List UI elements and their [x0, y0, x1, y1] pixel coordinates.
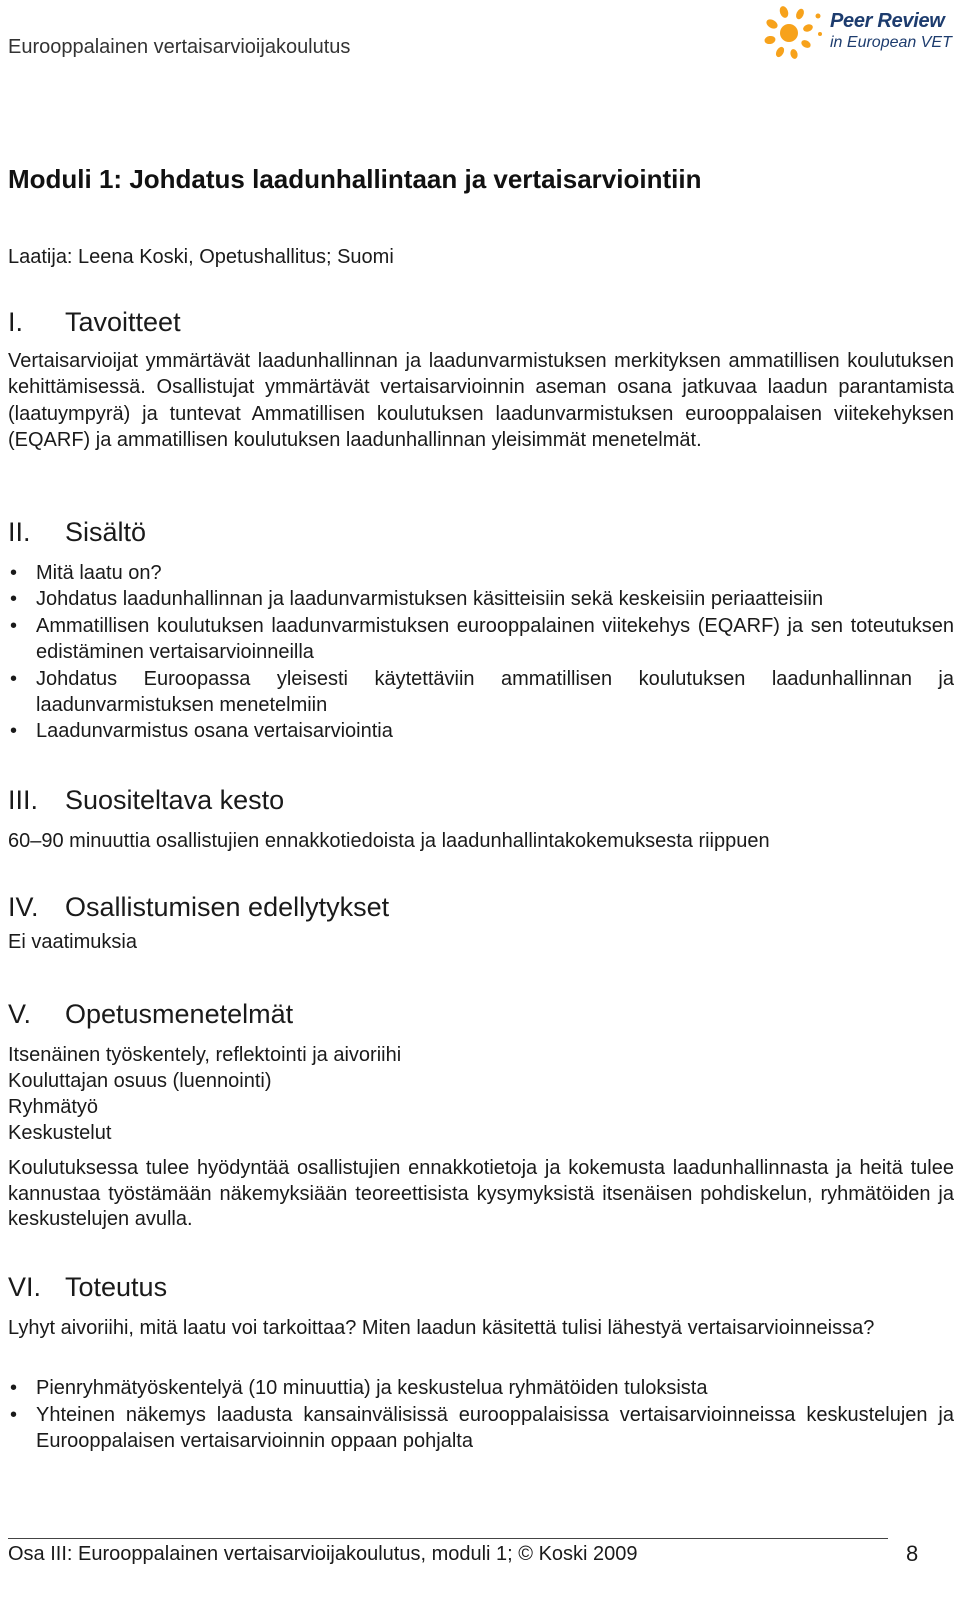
- section-title: Sisältö: [65, 517, 147, 547]
- section-title: Osallistumisen edellytykset: [65, 892, 390, 922]
- section-title: Tavoitteet: [65, 307, 181, 337]
- list-item: • Johdatus laadunhallinnan ja laadunvarmistuksen käsitteisiin sekä keskeisiin periaatteisiin: [8, 586, 954, 612]
- method-line: Keskustelut: [8, 1122, 112, 1144]
- section-content: [8, 512, 954, 745]
- section-heading: [8, 512, 954, 552]
- section-number: I.: [8, 307, 24, 337]
- list-item: • Laadunvarmistus osana vertaisarviointia: [8, 718, 954, 744]
- section-title: Suositeltava kesto: [65, 785, 285, 815]
- document-title: Moduli 1: Johdatus laadunhallintaan ja vertaisarviointiin: [8, 164, 702, 194]
- section-title: Opetusmenetelmät: [65, 999, 294, 1029]
- page-number: 8: [906, 1541, 919, 1566]
- list-item: • Ammatillisen koulutuksen laadunvarmistuksen eurooppalainen viitekehys (EQARF) ja sen toteutuksen edistäminen vertaisarvioinneilla: [8, 613, 954, 666]
- section-number: II.: [8, 517, 31, 547]
- section-implementation: [8, 1267, 954, 1455]
- section-heading: [8, 302, 954, 342]
- section-paragraph: Vertaisarvioijat ymmärtävät laadunhallinnan ja laadunvarmistuksen merkityksen ammatillisen koulutuksen kehittämisessä. Osallistujat ymmärtävät vertaisarvioinnin aseman osana jatkuvaa laadun parantamista (laatuympyrä) ja tuntevat Ammatillisen koulutuksen laadunvarmistuksen eurooppalaisen viitekehyksen (EQARF) ja ammatillisen koulutuksen laadunhallinnan yleisimmät menetelmät.: [8, 350, 954, 451]
- list-item: • Johdatus Euroopassa yleisesti käytettäviin ammatillisen koulutuksen laadunhallinnan ja laadunvarmistuksen menetelmiin: [8, 666, 954, 719]
- section-number: V.: [8, 999, 32, 1029]
- logo-subtitle: in European VET: [830, 34, 952, 51]
- logo-title: Peer Review: [830, 10, 945, 32]
- section-paragraph: Ei vaatimuksia: [8, 931, 137, 953]
- method-line: Itsenäinen työskentely, reflektointi ja aivoriihi: [8, 1044, 402, 1066]
- section-number: VI.: [8, 1272, 42, 1302]
- section-paragraph: Koulutuksessa tulee hyödyntää osallistujien ennakkotietoja ja kokemusta laadunhallinnasta ja heitä tulee kannustaa työstämään näkemyksiään teoreettisista kysymyksistä itsenäisen pohdiskelun, ryhmätöiden ja keskustelujen avulla.: [8, 1157, 954, 1230]
- list-item: • Yhteinen näkemys laadusta kansainvälisissä eurooppalaisissa vertaisarvioinneissa keskustelujen ja Eurooppalaisen vertaisarvioinnin oppaan pohjalta: [8, 1402, 954, 1455]
- section-number: III.: [8, 785, 39, 815]
- peer-review-logo: [762, 4, 952, 60]
- section-number: IV.: [8, 892, 39, 922]
- section-paragraph: 60–90 minuuttia osallistujien ennakkotiedoista ja laadunhallintakokemuksesta riippuen: [8, 830, 770, 852]
- footer-divider: [8, 1538, 888, 1539]
- list-item: • Mitä laatu on?: [8, 560, 954, 586]
- section-heading: [8, 780, 954, 820]
- section-heading: [8, 1267, 954, 1307]
- list-item: • Pienryhmätyöskentelyä (10 minuuttia) ja keskustelua ryhmätöiden tuloksista: [8, 1375, 954, 1401]
- section-prerequisites: [8, 887, 954, 955]
- methods-list: [8, 1042, 954, 1146]
- content-list: [8, 560, 954, 745]
- author-line: Laatija: Leena Koski, Opetushallitus; Suomi: [8, 246, 394, 268]
- running-header: Eurooppalainen vertaisarvioijakoulutus: [8, 36, 351, 58]
- section-title: Toteutus: [65, 1272, 168, 1302]
- implementation-list: [8, 1375, 954, 1454]
- section-heading: [8, 887, 954, 927]
- section-teaching-methods: [8, 994, 954, 1233]
- section-duration: [8, 780, 954, 854]
- section-objectives: [8, 302, 954, 453]
- footer-text: Osa III: Eurooppalainen vertaisarvioijakoulutus, moduli 1; © Koski 2009: [8, 1543, 638, 1565]
- method-line: Kouluttajan osuus (luennointi): [8, 1070, 272, 1092]
- section-heading: [8, 994, 954, 1034]
- sun-logo-icon: [762, 4, 828, 60]
- section-paragraph: Lyhyt aivoriihi, mitä laatu voi tarkoittaa? Miten laadun käsitettä tulisi lähestyä vertaisarvioinneissa?: [8, 1317, 875, 1339]
- method-line: Ryhmätyö: [8, 1096, 99, 1118]
